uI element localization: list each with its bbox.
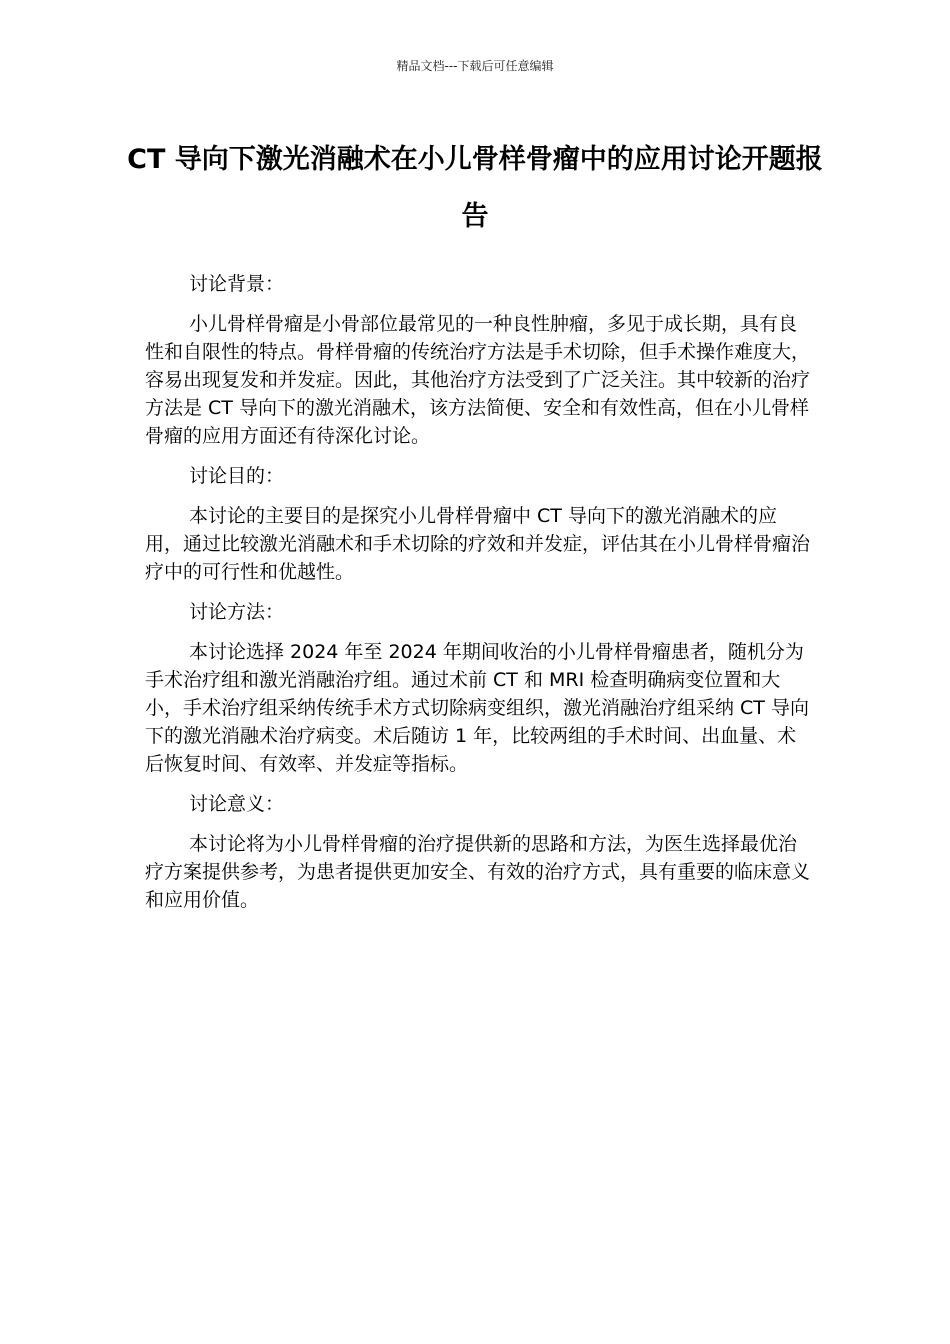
document-body [145,270,813,926]
section-heading-background: 讨论背景： [189,273,285,295]
section-heading-purpose: 讨论目的： [189,465,285,487]
section-body-background: 小儿骨样骨瘤是小骨部位最常见的一种良性肿瘤，多见于成长期，具有良性和自限性的特点。骨样骨瘤的传统治疗方法是手术切除，但手术操作难度大，容易出现复发和并发症。因此，其他治疗方法受到了广泛关注。其中较新的治疗方法是 CT 导向下的激光消融术，该方法简便、安全和有效性高，但在小儿骨样骨瘤的应用方面还有待深化讨论。 [145,313,811,447]
section-body-significance: 本讨论将为小儿骨样骨瘤的治疗提供新的思路和方法，为医生选择最优治疗方案提供参考，为患者提供更加安全、有效的治疗方式，具有重要的临床意义和应用价值。 [145,833,811,911]
header-note: 精品文档---下载后可任意编辑 [396,59,554,73]
section-body-purpose: 本讨论的主要目的是探究小儿骨样骨瘤中 CT 导向下的激光消融术的应用，通过比较激光消融术和手术切除的疗效和并发症，评估其在小儿骨样骨瘤治疗中的可行性和优越性。 [145,505,811,583]
document-title: CT 导向下激光消融术在小儿骨样骨瘤中的应用讨论开题报告 [127,144,823,232]
section-heading-significance: 讨论意义： [189,793,285,815]
section-heading-method: 讨论方法： [189,601,285,623]
section-body-method: 本讨论选择 2024 年至 2024 年期间收治的小儿骨样骨瘤患者，随机分为手术治疗组和激光消融治疗组。通过术前 CT 和 MRI 检查明确病变位置和大小，手术治疗组采纳传统手术方式切除病变组织，激光消融治疗组采纳 CT 导向下的激光消融术治疗病变。术后随访 1 年，比较两组的手术时间、出血量、术后恢复时间、有效率、并发症等指标。 [145,641,809,775]
